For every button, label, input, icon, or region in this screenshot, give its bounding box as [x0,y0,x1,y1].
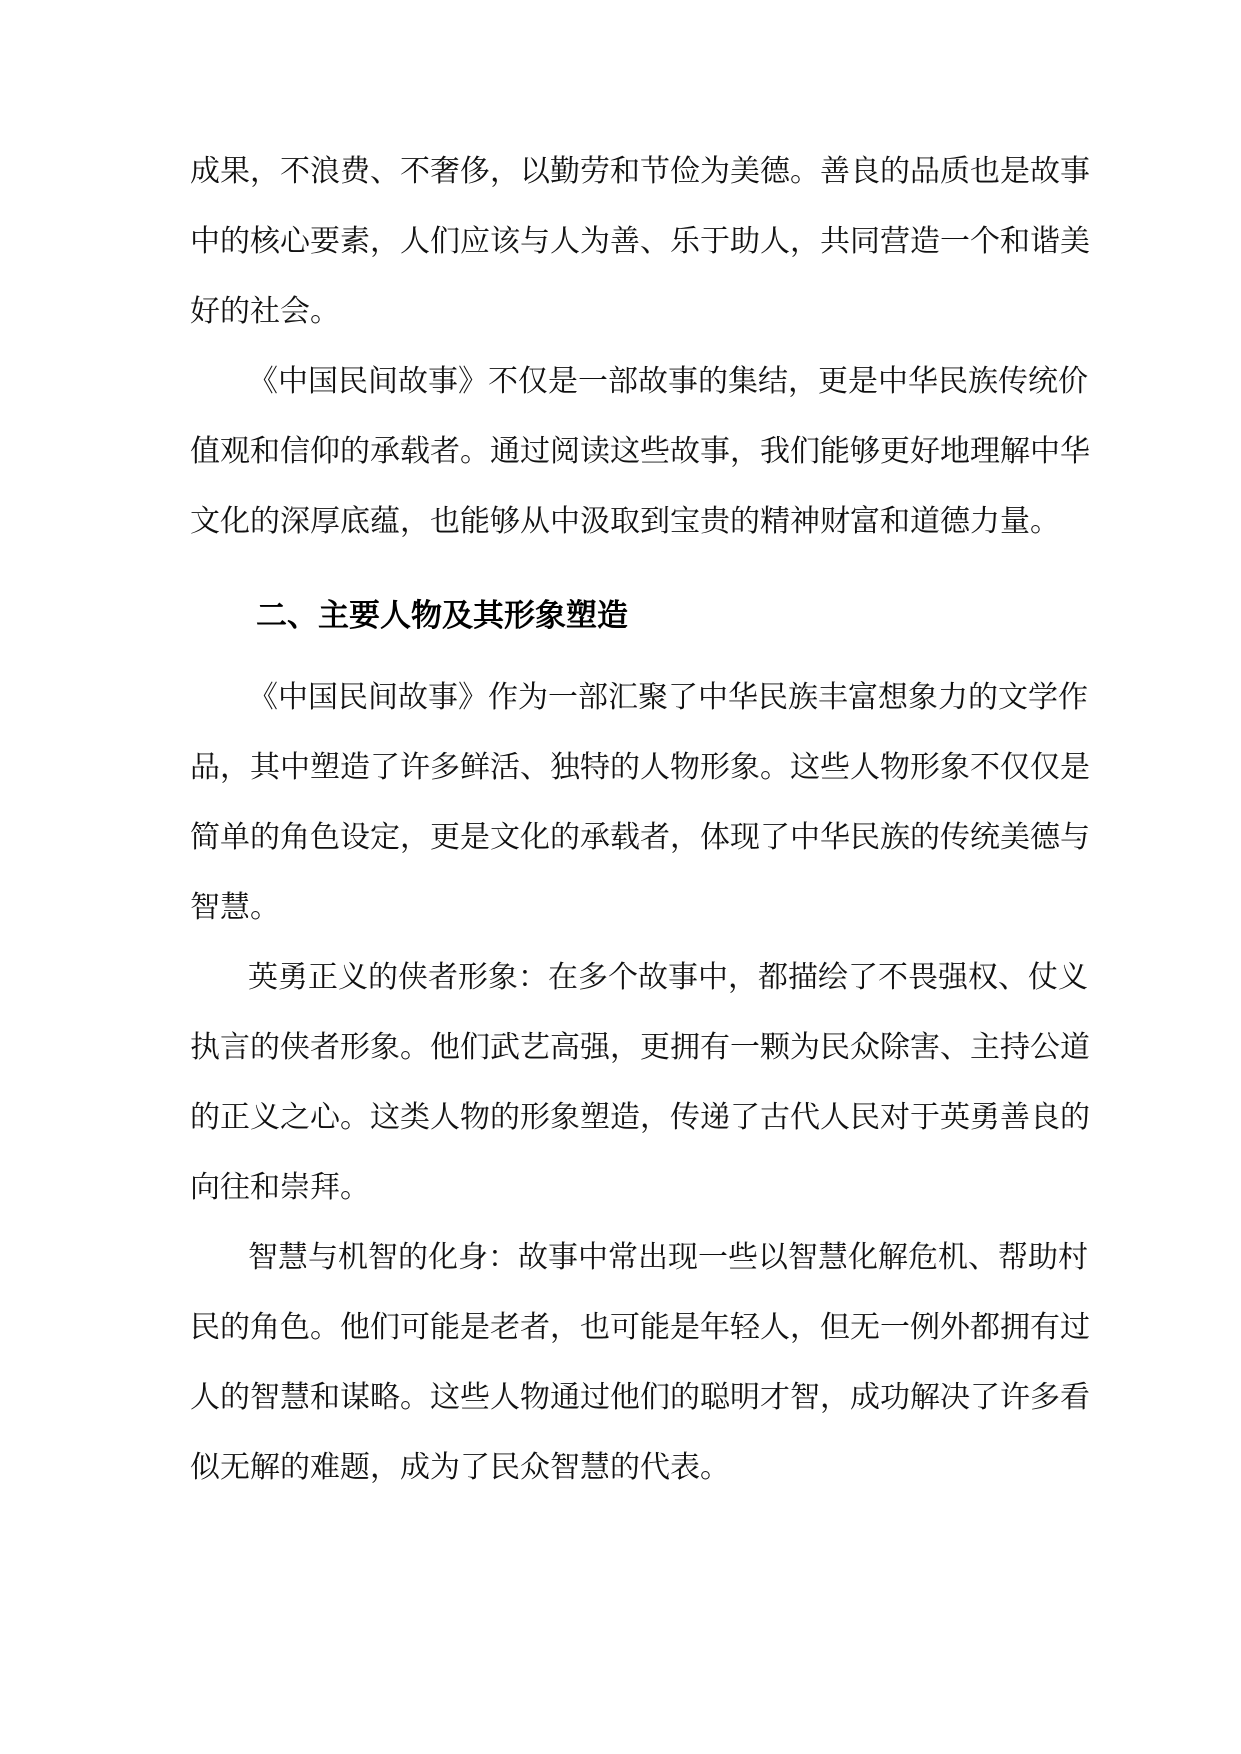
paragraph-4-line-1: 英勇正义的侠者形象：在多个故事中，都描绘了不畏强权、仗义 [248,960,1088,995]
paragraph-2-line-3: 文化的深厚底蕴，也能够从中汲取到宝贵的精神财富和道德力量。 [190,504,1060,539]
section-heading: 二、主要人物及其形象塑造 [256,598,628,634]
paragraph-3-line-2: 品，其中塑造了许多鲜活、独特的人物形象。这些人物形象不仅仅是 [190,750,1090,785]
paragraph-4-line-2: 执言的侠者形象。他们武艺高强，更拥有一颗为民众除害、主持公道 [190,1030,1090,1065]
paragraph-3-line-1: 《中国民间故事》作为一部汇聚了中华民族丰富想象力的文学作 [248,680,1088,715]
paragraph-3-line-3: 简单的角色设定，更是文化的承载者，体现了中华民族的传统美德与 [190,820,1090,855]
paragraph-5-line-1: 智慧与机智的化身：故事中常出现一些以智慧化解危机、帮助村 [248,1240,1088,1275]
paragraph-5-line-4: 似无解的难题，成为了民众智慧的代表。 [190,1450,730,1485]
paragraph-1-line-3: 好的社会。 [190,294,340,329]
paragraph-5-line-3: 人的智慧和谋略。这些人物通过他们的聪明才智，成功解决了许多看 [190,1380,1090,1415]
paragraph-3-line-4: 智慧。 [190,890,280,925]
paragraph-1-line-2: 中的核心要素，人们应该与人为善、乐于助人，共同营造一个和谐美 [190,224,1090,259]
paragraph-4-line-4: 向往和崇拜。 [190,1170,370,1205]
paragraph-4-line-3: 的正义之心。这类人物的形象塑造，传递了古代人民对于英勇善良的 [190,1100,1090,1135]
paragraph-1-line-1: 成果，不浪费、不奢侈，以勤劳和节俭为美德。善良的品质也是故事 [190,154,1090,189]
paragraph-2-line-2: 值观和信仰的承载者。通过阅读这些故事，我们能够更好地理解中华 [190,434,1090,469]
paragraph-2-line-1: 《中国民间故事》不仅是一部故事的集结，更是中华民族传统价 [248,364,1088,399]
paragraph-5-line-2: 民的角色。他们可能是老者，也可能是年轻人，但无一例外都拥有过 [190,1310,1090,1345]
